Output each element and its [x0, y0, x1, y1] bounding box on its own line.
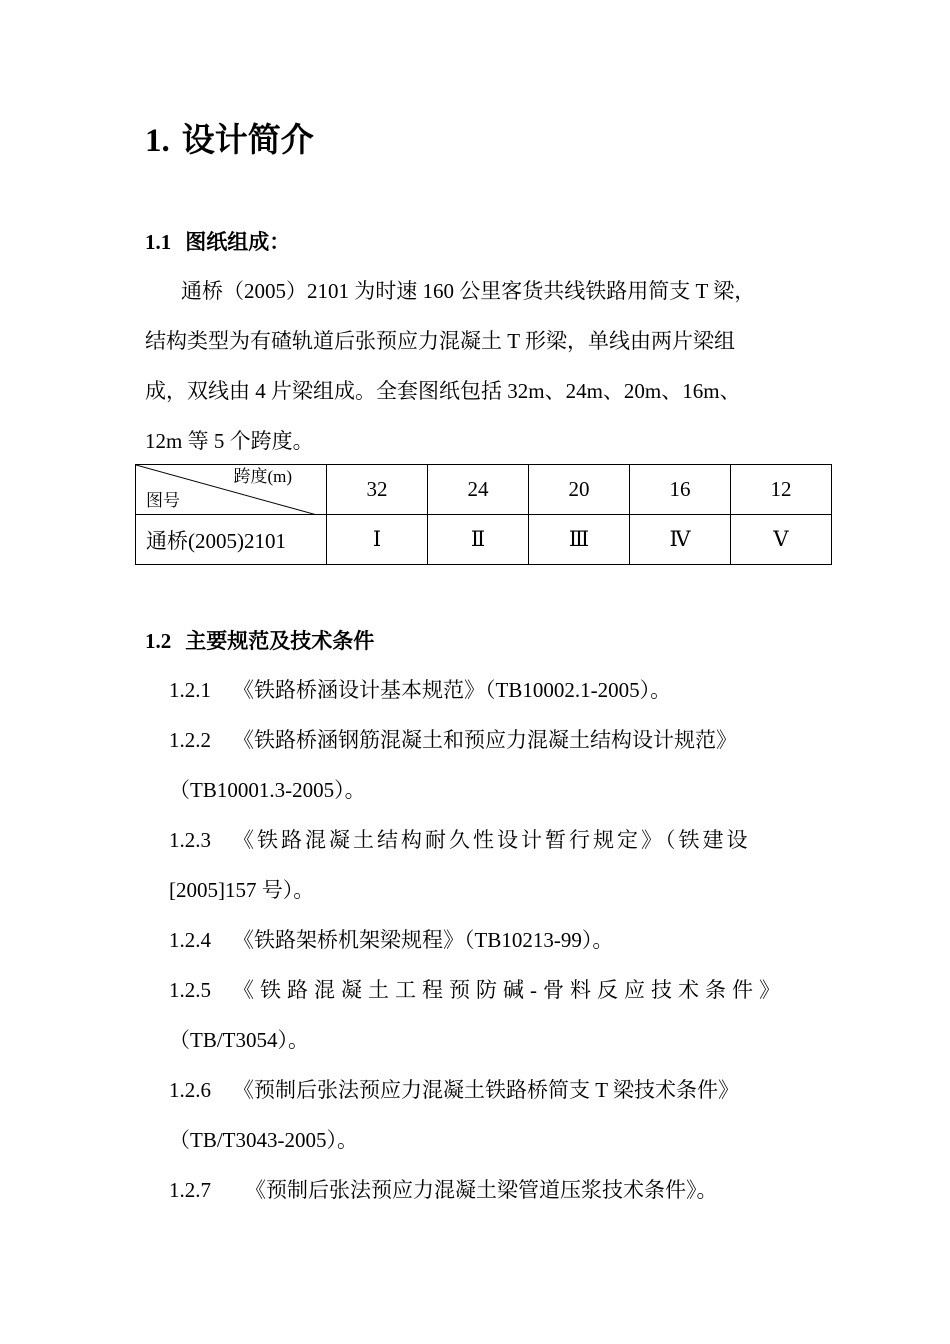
reference-number: 1.2.5 — [169, 978, 211, 1002]
list-item — [145, 1165, 810, 1215]
reference-text: 《预制后张法预应力混凝土铁路桥简支 T 梁技术条件》 — [233, 1078, 739, 1102]
reference-number: 1.2.2 — [169, 728, 211, 752]
reference-text-continued: （TB10001.3-2005）。 — [169, 778, 366, 802]
reference-text: 《铁路混凝土结构耐久性设计暂行规定》（铁建设 — [233, 828, 751, 852]
section-1-1-number: 1.1 — [145, 230, 172, 254]
table-cell: Ⅱ — [428, 515, 529, 565]
intro-line: 结构类型为有碴轨道后张预应力混凝土 T 形梁，单线由两片梁组 — [145, 329, 735, 353]
section-1-1-heading — [145, 227, 290, 257]
list-item — [145, 1065, 810, 1165]
table-cell: Ⅳ — [630, 515, 731, 565]
list-item — [145, 815, 810, 915]
span-header-cell: 32 — [327, 465, 428, 515]
span-header-cell: 20 — [529, 465, 630, 515]
reference-number: 1.2.7 — [169, 1178, 211, 1202]
reference-text: 《预制后张法预应力混凝土梁管道压浆技术条件》。 — [245, 1178, 718, 1202]
section-1-number: 1. — [145, 123, 170, 159]
intro-line: 12m 等 5 个跨度。 — [145, 429, 314, 453]
reference-text: 《铁路混凝土工程预防碱-骨料反应技术条件》 — [233, 978, 786, 1002]
reference-number: 1.2.1 — [169, 678, 211, 702]
section-1-1-title: 图纸组成： — [185, 230, 291, 254]
span-table — [135, 464, 832, 565]
table-row — [136, 515, 832, 565]
diagonal-header-cell — [136, 465, 327, 515]
list-item — [145, 665, 810, 715]
reference-text-continued: （TB/T3054）。 — [169, 1028, 309, 1052]
section-1-title: 设计简介 — [181, 123, 314, 159]
section-1-2-title: 主要规范及技术条件 — [185, 629, 375, 653]
table-cell: Ⅰ — [327, 515, 428, 565]
section-1-heading — [145, 118, 314, 164]
drawing-number-cell: 通桥(2005)2101 — [136, 515, 327, 565]
reference-text-continued: （TB/T3043-2005）。 — [169, 1128, 358, 1152]
intro-paragraph — [145, 266, 810, 466]
table-header-row — [136, 465, 832, 515]
span-header-cell: 12 — [731, 465, 832, 515]
table-cell: Ⅲ — [529, 515, 630, 565]
list-item — [145, 915, 810, 965]
reference-text: 《铁路桥涵设计基本规范》（TB10002.1-2005）。 — [233, 678, 672, 702]
span-header-cell: 24 — [428, 465, 529, 515]
list-item — [145, 965, 810, 1065]
list-item — [145, 715, 810, 815]
reference-number: 1.2.3 — [169, 828, 211, 852]
section-1-2-heading — [145, 626, 374, 656]
table-cell: Ⅴ — [731, 515, 832, 565]
section-1-2-number: 1.2 — [145, 629, 172, 653]
span-header-cell: 16 — [630, 465, 731, 515]
reference-text: 《铁路架桥机架梁规程》（TB10213-99）。 — [233, 928, 614, 952]
reference-number: 1.2.6 — [169, 1078, 211, 1102]
references-list — [145, 665, 810, 1215]
header-span-label: 跨度(m) — [233, 467, 292, 486]
reference-text-continued: [2005]157 号）。 — [169, 878, 315, 902]
intro-line: 通桥（2005）2101 为时速 160 公里客货共线铁路用简支 T 梁， — [181, 279, 756, 303]
header-drawing-label: 图号 — [146, 491, 180, 510]
reference-text: 《铁路桥涵钢筋混凝土和预应力混凝土结构设计规范》 — [233, 728, 737, 752]
reference-number: 1.2.4 — [169, 928, 211, 952]
intro-line: 成，双线由 4 片梁组成。全套图纸包括 32m、24m、20m、16m、 — [145, 379, 741, 403]
